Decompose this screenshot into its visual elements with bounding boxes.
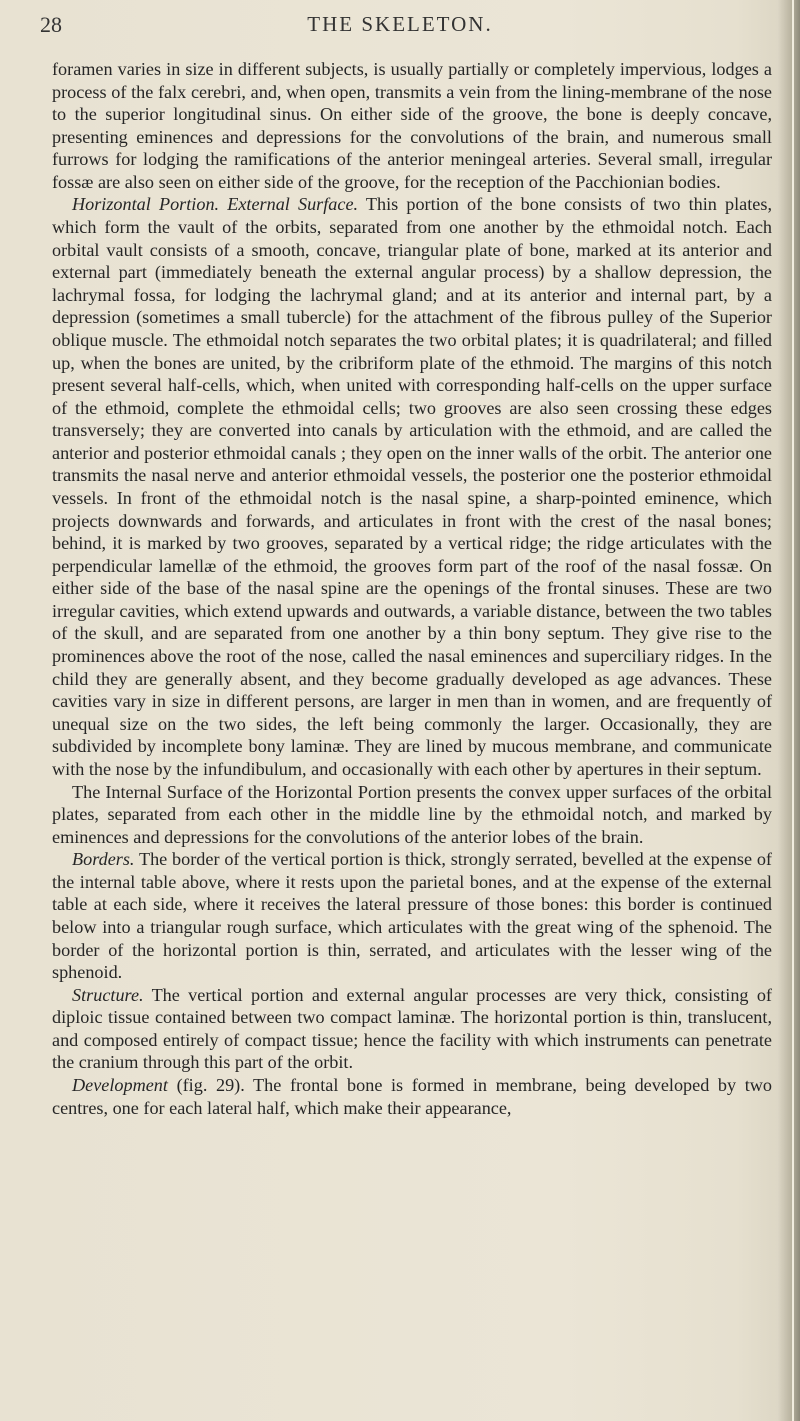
paragraph-5-text: The vertical portion and external angular processes are very thick, consisting of diploic tissue contained between two compact laminæ. The horizontal portion is thin, translucent, and composed entirely of compact tissue; hence the facility with which instruments can penetrate the cranium through this part of the orbit. xyxy=(52,984,772,1073)
paragraph-4-text: The border of the vertical portion is thick, strongly serrated, bevelled at the expense of the internal table above, where it rests upon the parietal bones, and at the expense of the external table at each side, where it receives the lateral pressure of those bones: this border is continued below into a triangular rough surface, which articulates with the great wing of the sphenoid. The border of the horizontal portion is thin, serrated, and articulates with the lesser wing of the sphenoid. xyxy=(52,849,772,983)
paragraph-4-lead: Borders. xyxy=(72,849,135,870)
paragraph-2-lead: Horizontal Portion. External Surface. xyxy=(72,194,359,215)
paragraph-2 xyxy=(52,193,772,780)
paragraph-4 xyxy=(52,848,772,983)
page-edge-highlight xyxy=(792,0,794,1421)
paragraph-3 xyxy=(52,781,772,849)
page-number: 28 xyxy=(40,12,62,37)
running-title: THE SKELETON. xyxy=(307,12,493,36)
paragraph-1-text: foramen varies in size in different subjects, is usually partially or completely impervious, lodges a process of the falx cerebri, and, when open, transmits a vein from the lining-membrane of the nose to the superior longitudinal sinus. On either side of the groove, the bone is deeply concave, presenting eminences and depressions for the convolutions of the brain, and numerous small furrows for lodging the ramifications of the anterior meningeal arteries. Several small, irregular fossæ are also seen on either side of the groove, for the reception of the Pacchionian bodies. xyxy=(52,59,772,192)
paragraph-3-text: The Internal Surface of the Horizontal Portion presents the convex upper surfaces of the orbital plates, separated from each other in the middle line by the ethmoidal notch, and marked by eminences and depressions for the convolutions of the anterior lobes of the brain. xyxy=(52,781,772,847)
paragraph-2-text: This portion of the bone consists of two thin plates, which form the vault of the orbits, separated from one another by the ethmoidal notch. Each orbital vault consists of a smooth, concave, triangular plate of bone, marked at its anterior and external part (immediately beneath the external angular process) by a shallow depression, the lachrymal fossa, for lodging the lachrymal gland; and at its anterior and internal part, by a depression (sometimes a small tubercle) for the attachment of the fibrous pulley of the Superior oblique muscle. The ethmoidal notch separates the two orbital plates; it is quadrilateral; and filled up, when the bones are united, by the cribriform plate of the ethmoid. The margins of this notch present several half-cells, which, when united with corresponding half-cells on the upper surface of the ethmoid, complete the ethmoidal cells; two grooves are also seen crossing these edges transversely; they are converted into canals by articulation with the ethmoid, and are called the anterior and posterior ethmoidal canals ; they open on the inner walls of the orbit. The anterior one transmits the nasal nerve and anterior ethmoidal vessels, the posterior one the posterior ethmoidal vessels. In front of the ethmoidal notch is the nasal spine, a sharp-pointed eminence, which projects downwards and forwards, and articulates in front with the crest of the nasal bones; behind, it is marked by two grooves, separated by a vertical ridge; the ridge articulates with the perpendicular lamellæ of the ethmoid, the grooves form part of the roof of the nasal fossæ. On either side of the base of the nasal spine are the openings of the frontal sinuses. These are two irregular cavities, which extend upwards and outwards, a variable distance, between the two tables of the skull, and are separated from one another by a thin bony septum. They give rise to the prominences above the root of the nose, called the nasal eminences and superciliary ridges. In the child they are generally absent, and they become gradually developed as age advances. These cavities vary in size in different persons, are larger in men than in women, and are frequently of unequal size on the two sides, the left being commonly the larger. Occasionally, they are subdivided by incomplete bony laminæ. They are lined by mucous membrane, and communicate with the nose by the infundibulum, and occasionally with each other by apertures in their septum. xyxy=(52,194,773,779)
paragraph-6 xyxy=(52,1074,772,1119)
paragraph-6-text: (fig. 29). The frontal bone is formed in membrane, being developed by two centres, one for each lateral half, which make their appearance, xyxy=(52,1075,772,1118)
paragraph-5 xyxy=(52,984,772,1074)
page-edge-shadow xyxy=(778,0,800,1421)
body-text xyxy=(52,58,772,1119)
paragraph-1 xyxy=(52,58,772,193)
paragraph-6-lead: Development xyxy=(72,1075,168,1096)
paragraph-5-lead: Structure. xyxy=(72,984,144,1005)
